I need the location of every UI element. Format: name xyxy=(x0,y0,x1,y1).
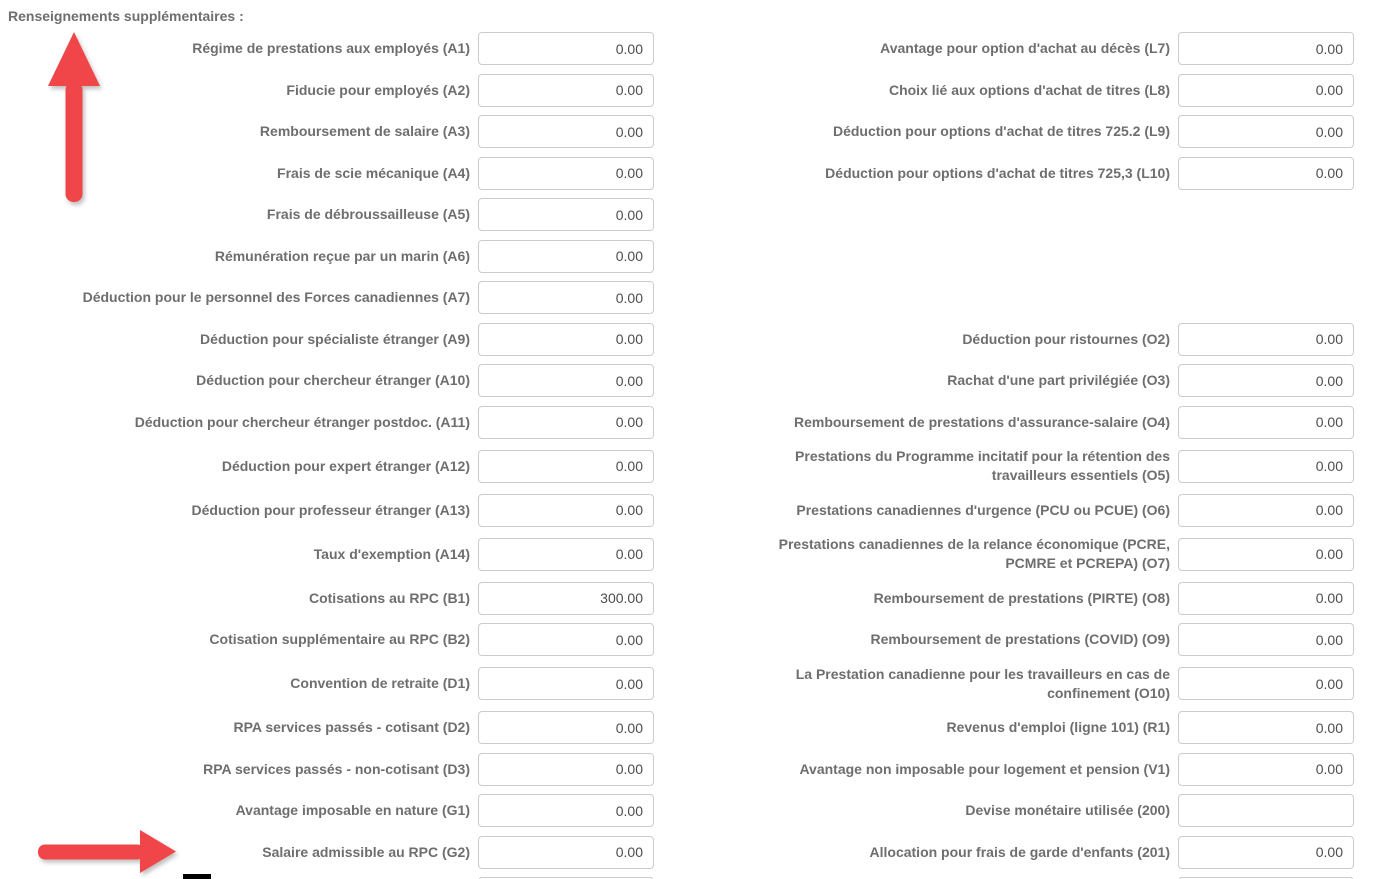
form-row xyxy=(8,236,1398,278)
form-row xyxy=(8,111,1398,153)
field-input-o8[interactable] xyxy=(1178,582,1354,615)
field-label-d3: RPA services passés - non-cotisant (D3) xyxy=(203,760,470,777)
form-cell-right xyxy=(708,623,1354,656)
form-row xyxy=(8,277,1398,319)
field-label-l10: Déduction pour options d'achat de titres 725,3 (L10) xyxy=(825,164,1170,181)
form-cell-right xyxy=(708,836,1354,869)
form-cell-right xyxy=(708,711,1354,744)
field-input-a5[interactable] xyxy=(478,198,654,231)
form-cell-left xyxy=(8,74,654,107)
field-input-a6[interactable] xyxy=(478,240,654,273)
form-row xyxy=(8,531,1398,578)
field-input-200[interactable] xyxy=(1178,794,1354,827)
field-label-d2: RPA services passés - cotisant (D2) xyxy=(233,719,470,736)
form-cell-left xyxy=(8,582,654,615)
form-cell-right xyxy=(708,74,1354,107)
field-input-a2[interactable] xyxy=(478,74,654,107)
field-input-v1[interactable] xyxy=(1178,753,1354,786)
field-input-o5[interactable] xyxy=(1178,450,1354,483)
form-row xyxy=(8,28,1398,70)
field-input-o4[interactable] xyxy=(1178,406,1354,439)
form-cell-right xyxy=(708,364,1354,397)
form-cell-right xyxy=(708,32,1354,65)
field-label-l8: Choix lié aux options d'achat de titres (L8) xyxy=(888,81,1170,98)
field-label-a10: Déduction pour chercheur étranger (A10) xyxy=(196,372,470,389)
field-label-o7: Prestations canadiennes de la relance économique (PCRE, PCMRE et PCREPA) (O7) xyxy=(778,536,1170,572)
field-label-o4: Remboursement de prestations d'assurance-salaire (O4) xyxy=(793,413,1170,430)
form-cell-right xyxy=(708,323,1354,356)
field-input-o10[interactable] xyxy=(1178,667,1354,700)
field-label-a13: Déduction pour professeur étranger (A13) xyxy=(191,501,470,518)
field-input-a12[interactable] xyxy=(478,450,654,483)
field-input-d3[interactable] xyxy=(478,753,654,786)
form-cell-right xyxy=(708,582,1354,615)
form-cell-left xyxy=(8,115,654,148)
field-input-b1[interactable] xyxy=(478,582,654,615)
form-row xyxy=(8,619,1398,661)
field-label-b1: Cotisations au RPC (B1) xyxy=(308,589,470,606)
form-cell-left xyxy=(8,364,654,397)
field-input-l7[interactable] xyxy=(1178,32,1354,65)
field-label-o3: Rachat d'une part privilégiée (O3) xyxy=(947,372,1170,389)
section-title: Renseignements supplémentaires : xyxy=(8,8,244,24)
field-input-r1[interactable] xyxy=(1178,711,1354,744)
field-label-g1: Avantage imposable en nature (G1) xyxy=(235,802,470,819)
field-label-l9: Déduction pour options d'achat de titres 725.2 (L9) xyxy=(832,123,1170,140)
form-cell-left xyxy=(8,406,654,439)
form-cell-right xyxy=(708,535,1354,573)
form-cell-left xyxy=(8,323,654,356)
field-label-a12: Déduction pour expert étranger (A12) xyxy=(221,457,470,474)
field-label-r1: Revenus d'emploi (ligne 101) (R1) xyxy=(946,719,1170,736)
form-cell-left xyxy=(8,157,654,190)
form-cell-left xyxy=(8,836,654,869)
field-input-b2[interactable] xyxy=(478,623,654,656)
field-label-v1: Avantage non imposable pour logement et pension (V1) xyxy=(799,760,1170,777)
field-label-o2: Déduction pour ristournes (O2) xyxy=(962,330,1170,347)
field-input-a3[interactable] xyxy=(478,115,654,148)
field-input-g2[interactable] xyxy=(478,836,654,869)
field-label-a6: Rémunération reçue par un marin (A6) xyxy=(214,247,470,264)
form-cell-left xyxy=(8,794,654,827)
form-row xyxy=(8,790,1398,832)
field-input-d1[interactable] xyxy=(478,667,654,700)
form-cell-left xyxy=(8,753,654,786)
form-cell-right xyxy=(708,665,1354,703)
field-input-a14[interactable] xyxy=(478,538,654,571)
field-label-a4: Frais de scie mécanique (A4) xyxy=(277,164,470,181)
form-row xyxy=(8,402,1398,444)
field-label-d1: Convention de retraite (D1) xyxy=(290,675,470,692)
field-label-a2: Fiducie pour employés (A2) xyxy=(286,81,470,98)
form-cell-right xyxy=(708,794,1354,827)
form-cell-right xyxy=(708,157,1354,190)
field-label-a9: Déduction pour spécialiste étranger (A9) xyxy=(200,330,470,347)
field-input-201[interactable] xyxy=(1178,836,1354,869)
field-input-a11[interactable] xyxy=(478,406,654,439)
field-input-a9[interactable] xyxy=(478,323,654,356)
form-cell-left xyxy=(8,494,654,527)
form-cell-right xyxy=(708,494,1354,527)
form-rows-container xyxy=(8,28,1398,879)
field-label-a7: Déduction pour le personnel des Forces canadiennes (A7) xyxy=(82,289,470,306)
field-input-o2[interactable] xyxy=(1178,323,1354,356)
field-input-l9[interactable] xyxy=(1178,115,1354,148)
form-row xyxy=(8,873,1398,879)
form-cell-left xyxy=(8,32,654,65)
field-label-200: Devise monétaire utilisée (200) xyxy=(965,802,1170,819)
field-label-l7: Avantage pour option d'achat au décès (L7) xyxy=(880,40,1170,57)
form-cell-left xyxy=(8,281,654,314)
form-cell-left xyxy=(8,535,654,573)
field-label-a5: Frais de débroussailleuse (A5) xyxy=(266,206,470,223)
partial-black-marker xyxy=(183,874,211,879)
form-row xyxy=(8,490,1398,532)
field-label-o6: Prestations canadiennes d'urgence (PCU ou PCUE) (O6) xyxy=(796,501,1170,518)
form-row xyxy=(8,832,1398,874)
field-input-a4[interactable] xyxy=(478,157,654,190)
form-cell-right xyxy=(708,753,1354,786)
field-label-201: Allocation pour frais de garde d'enfants (201) xyxy=(869,843,1170,860)
field-input-o7[interactable] xyxy=(1178,538,1354,571)
field-label-a11: Déduction pour chercheur étranger postdoc. (A11) xyxy=(134,413,470,430)
field-input-a10[interactable] xyxy=(478,364,654,397)
field-label-o9: Remboursement de prestations (COVID) (O9) xyxy=(870,631,1170,648)
form-row xyxy=(8,194,1398,236)
field-input-o6[interactable] xyxy=(1178,494,1354,527)
field-label-o5: Prestations du Programme incitatif pour la rétention des travailleurs essentiels (O5) xyxy=(795,448,1170,484)
field-input-a7[interactable] xyxy=(478,281,654,314)
form-row xyxy=(8,153,1398,195)
form-row xyxy=(8,578,1398,620)
form-row xyxy=(8,707,1398,749)
field-input-l8[interactable] xyxy=(1178,74,1354,107)
form-cell-left xyxy=(8,198,654,231)
form-cell-left xyxy=(8,665,654,703)
field-label-o10: La Prestation canadienne pour les travailleurs en cas de confinement (O10) xyxy=(795,665,1170,701)
form-cell-left xyxy=(8,447,654,485)
form-cell-left xyxy=(8,711,654,744)
field-label-a3: Remboursement de salaire (A3) xyxy=(259,123,470,140)
field-input-d2[interactable] xyxy=(478,711,654,744)
form-row xyxy=(8,70,1398,112)
form-row xyxy=(8,661,1398,708)
field-input-a13[interactable] xyxy=(478,494,654,527)
field-label-o8: Remboursement de prestations (PIRTE) (O8) xyxy=(873,589,1170,606)
field-label-a14: Taux d'exemption (A14) xyxy=(313,545,470,562)
form-row xyxy=(8,319,1398,361)
field-label-a1: Régime de prestations aux employés (A1) xyxy=(192,40,470,57)
form-cell-left xyxy=(8,623,654,656)
form-cell-right xyxy=(708,447,1354,485)
field-label-g2: Salaire admissible au RPC (G2) xyxy=(262,843,470,860)
field-input-o3[interactable] xyxy=(1178,364,1354,397)
field-input-a1[interactable] xyxy=(478,32,654,65)
field-input-o9[interactable] xyxy=(1178,623,1354,656)
form-row xyxy=(8,443,1398,490)
form-cell-left xyxy=(8,240,654,273)
form-row xyxy=(8,749,1398,791)
field-label-b2: Cotisation supplémentaire au RPC (B2) xyxy=(209,631,470,648)
form-cell-right xyxy=(708,115,1354,148)
form-cell-right xyxy=(708,406,1354,439)
field-input-g1[interactable] xyxy=(478,794,654,827)
field-input-l10[interactable] xyxy=(1178,157,1354,190)
form-row xyxy=(8,360,1398,402)
